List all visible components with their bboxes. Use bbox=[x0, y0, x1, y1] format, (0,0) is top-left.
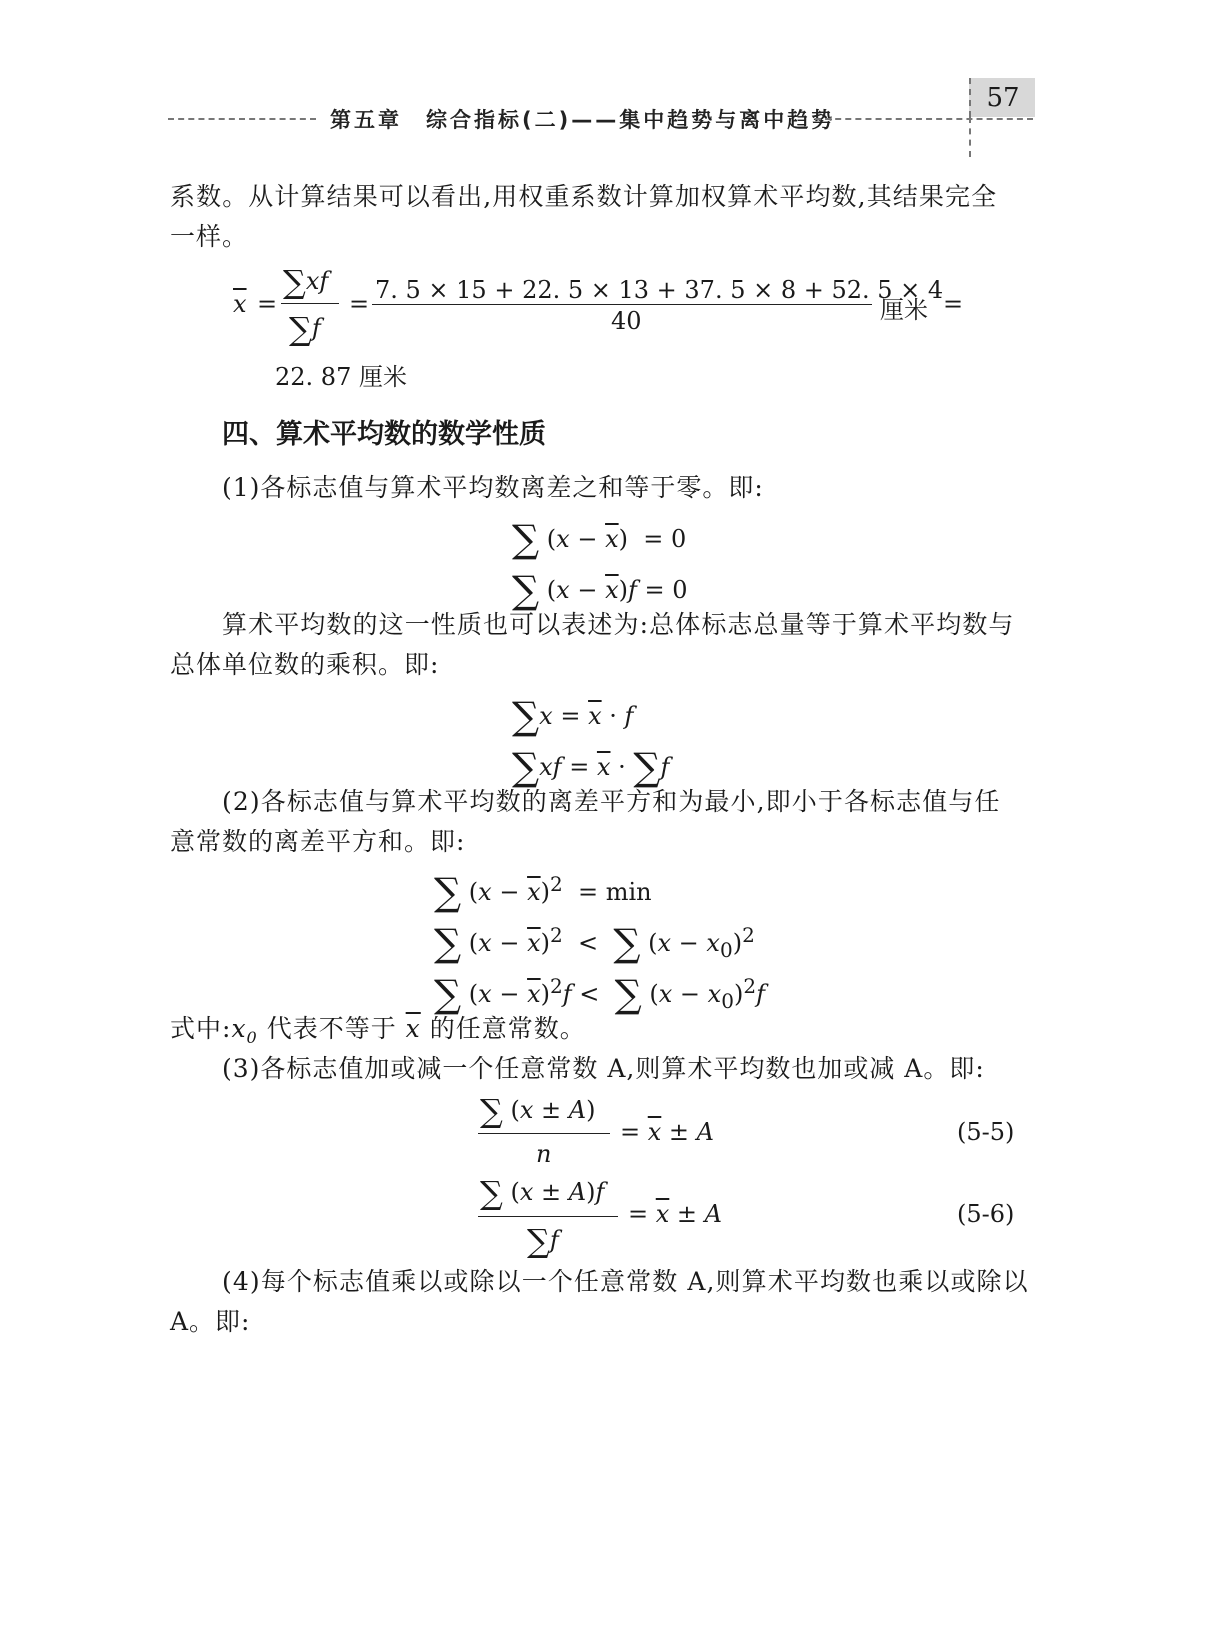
property-2-line-2: 意常数的离差平方和。即: bbox=[170, 827, 466, 856]
eq55-rhs: = $\overline{x} \pm A$ bbox=[620, 1118, 715, 1146]
equation-total-2: $\sum xf = \overline{x} \cdot \sum f$ bbox=[512, 745, 670, 789]
equation-weighted-sum-deviation: ∑ $(x - \overline{x})f = 0$ bbox=[512, 568, 688, 612]
header-dash-left bbox=[168, 118, 316, 120]
para-line-1: 系数。从计算结果可以看出,用权重系数计算加权算术平均数,其结果完全 bbox=[170, 182, 998, 211]
x0-symbol: $x_0$ bbox=[231, 1014, 258, 1047]
note-rest: 代表不等于 bbox=[266, 1014, 397, 1043]
xbar-symbol: $\overline{x}$ bbox=[405, 1014, 421, 1043]
property-2-line-1: (2)各标志值与算术平均数的离差平方和为最小,即小于各标志值与任 bbox=[222, 787, 1001, 816]
note-prefix: 式中: bbox=[170, 1014, 232, 1043]
chapter-title: 第五章 综合指标(二)——集中趋势与离中趋势 bbox=[330, 108, 836, 132]
property-4-line-2: A。即: bbox=[170, 1307, 251, 1336]
fraction-bar bbox=[478, 1133, 610, 1134]
formula1-expression-numerator: 7. 5 × 15 + 22. 5 × 13 + 37. 5 × 8 + 52. 5 × 4 bbox=[375, 276, 944, 304]
formula1-expression-denominator: 40 bbox=[611, 307, 642, 335]
equation-min: ∑ $(x - \overline{x})^2 = \min$ bbox=[434, 870, 652, 914]
formula1-den: ∑f bbox=[289, 310, 321, 348]
page-number: 57 bbox=[986, 83, 1020, 113]
para-2-line-1: 算术平均数的这一性质也可以表述为:总体标志总量等于算术平均数与 bbox=[222, 610, 1015, 639]
header-dash-right bbox=[815, 118, 1033, 120]
property-1-text: (1)各标志值与算术平均数离差之和等于零。即: bbox=[222, 473, 764, 502]
para-2-line-2: 总体单位数的乘积。即: bbox=[170, 650, 440, 679]
fraction-bar bbox=[281, 303, 339, 304]
equation-inequality-2: ∑ $(x - \overline{x})^2f$ < ∑ $(x - x_0)^2f$ bbox=[434, 972, 765, 1016]
eq55-number: (5-5) bbox=[957, 1118, 1015, 1146]
eq56-denominator: ∑f bbox=[527, 1222, 559, 1260]
eq55-denominator: n bbox=[536, 1140, 552, 1168]
eq56-rhs: = $\overline{x} \pm A$ bbox=[628, 1200, 723, 1228]
fraction-bar bbox=[372, 304, 872, 305]
formula1-lhs: $\overline{x}$ bbox=[233, 290, 247, 318]
equals-sign: = bbox=[943, 290, 964, 318]
page-number-box bbox=[969, 78, 1035, 117]
equation-inequality-1: ∑ $(x - \overline{x})^2$ < ∑ $(x - x_0)^2$ bbox=[434, 921, 755, 965]
eq55-numerator: ∑ (x ± A) bbox=[480, 1092, 596, 1130]
equation-total-1: $\sum x = \overline{x} \cdot f$ bbox=[512, 694, 634, 738]
section-heading: 四、算术平均数的数学性质 bbox=[222, 419, 546, 450]
formula1-result: 22. 87 厘米 bbox=[275, 363, 407, 391]
property-4-line-1: (4)每个标志值乘以或除以一个任意常数 A,则算术平均数也乘以或除以 bbox=[222, 1267, 1029, 1296]
equals-sign: = bbox=[349, 290, 370, 318]
eq56-number: (5-6) bbox=[957, 1200, 1015, 1228]
fraction-bar bbox=[478, 1216, 618, 1217]
note-end: 的任意常数。 bbox=[429, 1014, 586, 1043]
eq56-numerator: ∑ (x ± A)f bbox=[480, 1174, 605, 1212]
property-3-text: (3)各标志值加或减一个任意常数 A,则算术平均数也加或减 A。即: bbox=[222, 1054, 985, 1083]
para-line-2: 一样。 bbox=[170, 222, 249, 251]
equation-sum-deviation: ∑ $(x - \overline{x}) = 0$ bbox=[512, 517, 687, 561]
min-word: min bbox=[605, 878, 652, 906]
equals-sign: = bbox=[257, 290, 278, 318]
note-line bbox=[170, 1016, 586, 1050]
formula1-unit: 厘米 bbox=[880, 296, 928, 324]
formula1-num: ∑xf bbox=[283, 263, 329, 301]
header-vertical-dash bbox=[969, 117, 971, 157]
